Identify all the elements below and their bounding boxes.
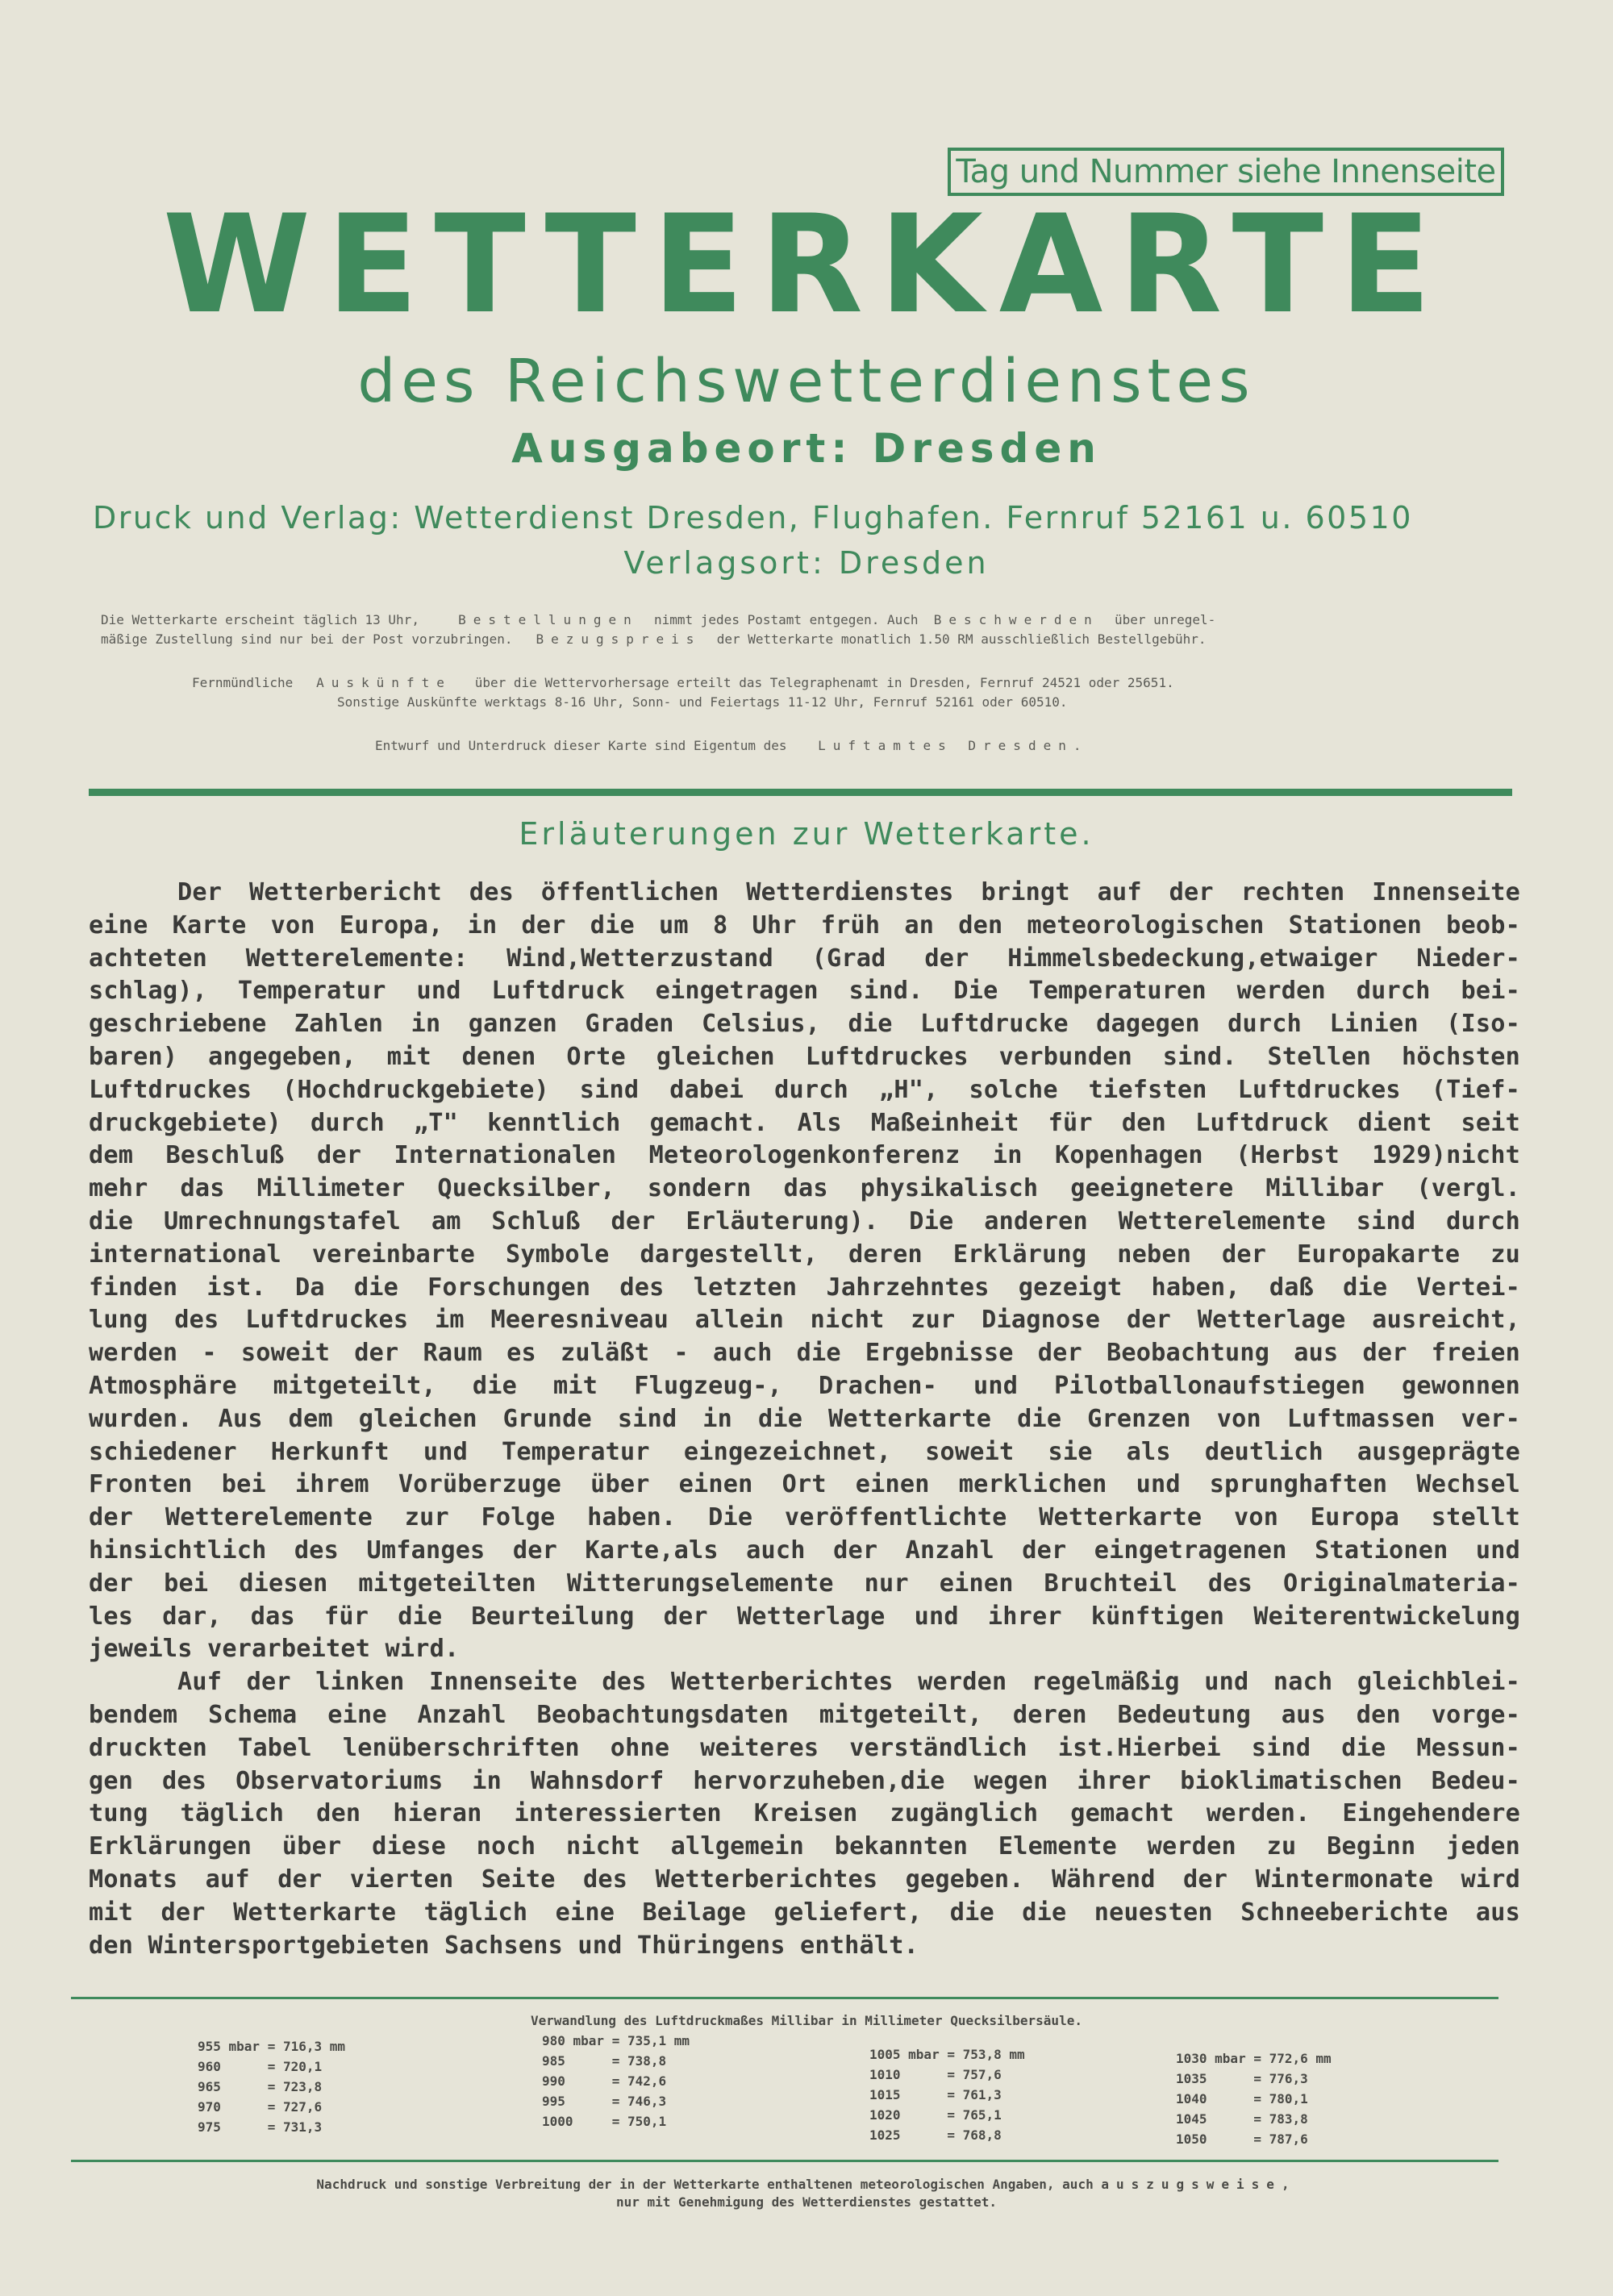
explanation-text <box>89 877 1520 1962</box>
conversion-row: 1025 = 768,8 <box>869 2127 1002 2143</box>
conversion-row: 1010 = 757,6 <box>869 2067 1002 2082</box>
text-line: Der Wetterbericht des öffentlichen Wetterdienstes bringt auf der rechten Innenseite <box>177 878 1520 906</box>
footer-text: Nachdruck und sonstige Verbreitung der in der Wetterkarte enthaltenen meteorologischen Angaben, auch <box>316 2177 1094 2192</box>
text-line: Erklärungen über diese noch nicht allgemein bekannten Elemente werden zu Beginn jeden <box>89 1832 1520 1861</box>
info-line-5 <box>375 737 1088 755</box>
text-line: Atmosphäre mitgeteilt, die mit Flugzeug-, Drachen- und Pilotballonaufstiegen gewonnen <box>89 1371 1520 1400</box>
text-line: wurden. Aus dem gleichen Grunde sind in die Wetterkarte die Grenzen von Luftmassen ver- <box>89 1404 1520 1433</box>
table-bottom-rule <box>71 2160 1498 2162</box>
text-line: mehr das Millimeter Quecksilber, sondern das physikalisch geeignetere Millibar (vergl. <box>89 1174 1520 1203</box>
text-line: jeweils verarbeitet wird. <box>89 1635 460 1664</box>
conversion-row: 1005 mbar = 753,8 mm <box>869 2047 1025 2062</box>
text-line: dem Beschluß der Internationalen Meteorologenkonferenz in Kopenhagen (Herbst 1929)nicht <box>89 1141 1520 1170</box>
table-top-rule <box>71 1997 1498 1999</box>
text-line: schiedener Herkunft und Temperatur eingezeichnet, soweit sie als deutlich ausgeprägte <box>89 1437 1520 1466</box>
text-line: Auf der linken Innenseite des Wetterberichtes werden regelmäßig und nach gleichblei- <box>177 1668 1520 1697</box>
tag-nummer-notice: Tag und Nummer siehe Innenseite <box>948 148 1504 196</box>
text-line: werden - soweit der Raum es zuläßt - auch die Ergebnisse der Beobachtung aus der freien <box>89 1339 1520 1368</box>
info-spaced-text: Luftamtes Dresden. <box>818 738 1089 753</box>
text-line: die Umrechnungstafel am Schluß der Erläuterung). Die anderen Wetterelemente sind durch <box>89 1206 1520 1236</box>
conversion-row: 1035 = 776,3 <box>1176 2071 1308 2086</box>
info-line-3 <box>192 674 1174 692</box>
info-line-2 <box>101 631 1207 648</box>
text-line: gen des Observatoriums in Wahnsdorf hervorzuheben,die wegen ihrer bioklimatischen Bedeu- <box>89 1766 1520 1795</box>
text-line: mit der Wetterkarte täglich eine Beilage geliefert, die die neuesten Schneeberichte aus <box>89 1898 1520 1927</box>
conversion-column-4 <box>1176 2048 1332 2149</box>
conversion-row: 1015 = 761,3 <box>869 2087 1002 2102</box>
page-subtitle: des Reichswetterdienstes <box>357 347 1256 416</box>
conversion-row: 995 = 746,3 <box>542 2094 667 2109</box>
conversion-row: 985 = 738,8 <box>542 2053 667 2069</box>
text-line: international vereinbarte Symbole dargestellt, deren Erklärung neben der Europakarte zu <box>89 1240 1520 1269</box>
info-text: über unregel- <box>1115 612 1216 627</box>
footer-line-2: nur mit Genehmigung des Wetterdienstes gestattet. <box>615 2194 997 2210</box>
text-line: finden ist. Da die Forschungen des letzten Jahrzehntes gezeigt haben, daß die Vertei- <box>89 1273 1520 1302</box>
text-line: der Wetterelemente zur Folge haben. Die veröffentlichte Wetterkarte von Europa stellt <box>89 1503 1520 1532</box>
info-text: Sonstige Auskünfte werktags 8-16 Uhr, Sonn- und Feiertags 11-12 Uhr, Fernruf 52161 oder 60510. <box>337 694 1068 710</box>
paragraph-1 <box>89 877 1520 1666</box>
ausgabeort: Ausgabeort: Dresden <box>511 425 1102 472</box>
info-spaced-text: Auskünfte <box>316 675 452 690</box>
text-line: geschriebene Zahlen in ganzen Graden Celsius, die Luftdrucke dagegen durch Linien (Iso- <box>89 1010 1520 1039</box>
info-spaced-text: Bezugspreis <box>536 631 702 647</box>
info-spaced-text: Beschwerden <box>933 612 1099 627</box>
text-line: achteten Wetterelemente: Wind,Wetterzustand (Grad der Himmelsbedeckung,etwaiger Nieder- <box>89 944 1520 973</box>
info-line-1 <box>101 611 1215 629</box>
footer-spaced-text: auszugsweise, <box>1101 2177 1297 2192</box>
text-line: Monats auf der vierten Seite des Wetterberichtes gegeben. Während der Wintermonate wird <box>89 1865 1520 1894</box>
header-divider <box>89 789 1512 796</box>
info-text: der Wetterkarte monatlich 1.50 RM ausschließlich Bestellgebühr. <box>716 631 1207 647</box>
conversion-column-3 <box>869 2044 1025 2145</box>
info-line-4 <box>337 694 1067 711</box>
conversion-row: 1000 = 750,1 <box>542 2114 667 2129</box>
conversion-column-2 <box>542 2031 690 2131</box>
section-title: Erläuterungen zur Wetterkarte. <box>519 816 1094 852</box>
text-line: druckgebiete) durch „T" kenntlich gemacht. Als Maßeinheit für den Luftdruck dient seit <box>89 1108 1520 1137</box>
page-title: WETTERKARTE <box>162 185 1448 344</box>
conversion-row: 960 = 720,1 <box>198 2059 323 2074</box>
text-line: den Wintersportgebieten Sachsens und Thüringens enthält. <box>89 1931 919 1960</box>
conversion-row: 955 mbar = 716,3 mm <box>198 2039 346 2054</box>
text-line: hinsichtlich des Umfanges der Karte,als auch der Anzahl der eingetragenen Stationen und <box>89 1536 1520 1565</box>
text-line: der bei diesen mitgeteilten Witterungselemente nur einen Bruchteil des Originalmateria- <box>89 1569 1520 1598</box>
info-text: nimmt jedes Postamt entgegen. Auch <box>653 612 919 627</box>
conversion-row: 980 mbar = 735,1 mm <box>542 2033 690 2048</box>
footer-line-1 <box>81 2176 1532 2194</box>
paragraph-2 <box>89 1666 1520 1962</box>
info-text: über die Wettervorhersage erteilt das Telegraphenamt in Dresden, Fernruf 24521 oder 25651. <box>474 675 1174 690</box>
conversion-row: 1050 = 787,6 <box>1176 2131 1308 2147</box>
info-text: Die Wetterkarte erscheint täglich 13 Uhr, <box>101 612 419 627</box>
text-line: bendem Schema eine Anzahl Beobachtungsdaten mitgeteilt, deren Bedeutung aus den vorge- <box>89 1700 1520 1729</box>
text-line: les dar, das für die Beurteilung der Wetterlage und ihrer künftigen Weiterentwickelung <box>89 1602 1520 1631</box>
text-line: eine Karte von Europa, in der die um 8 Uhr früh an den meteorologischen Stationen beob- <box>89 910 1520 940</box>
conversion-row: 1030 mbar = 772,6 mm <box>1176 2051 1332 2066</box>
info-text: mäßige Zustellung sind nur bei der Post vorzubringen. <box>101 631 513 647</box>
info-text: Entwurf und Unterdruck dieser Karte sind Eigentum des <box>375 738 787 753</box>
conversion-row: 965 = 723,8 <box>198 2079 323 2094</box>
footer-notice <box>81 2176 1532 2211</box>
text-line: Luftdruckes (Hochdruckgebiete) sind dabei durch „H", solche tiefsten Luftdruckes (Tief- <box>89 1075 1520 1104</box>
conversion-row: 970 = 727,6 <box>198 2099 323 2115</box>
conversion-row: 1045 = 783,8 <box>1176 2111 1308 2127</box>
text-line: baren) angegeben, mit denen Orte gleichen Luftdruckes verbunden sind. Stellen höchsten <box>89 1042 1520 1071</box>
text-line: schlag), Temperatur und Luftdruck eingetragen sind. Die Temperaturen werden durch bei- <box>89 977 1520 1006</box>
text-line: tung täglich den hieran interessierten Kreisen zugänglich gemacht werden. Eingehendere <box>89 1799 1520 1828</box>
info-text: Fernmündliche <box>192 675 294 690</box>
conversion-table-title: Verwandlung des Luftdruckmaßes Millibar in Millimeter Quecksilbersäule. <box>531 2013 1082 2028</box>
conversion-row: 1040 = 780,1 <box>1176 2091 1308 2106</box>
info-spaced-text: Bestellungen <box>458 612 639 627</box>
conversion-row: 990 = 742,6 <box>542 2073 667 2089</box>
text-line: Fronten bei ihrem Vorüberzuge über einen Ort einen merklichen und sprunghaften Wechsel <box>89 1470 1520 1499</box>
druck-verlag-line: Druck und Verlag: Wetterdienst Dresden, Flughafen. Fernruf 52161 u. 60510 <box>93 500 1413 535</box>
conversion-row: 1020 = 765,1 <box>869 2107 1002 2123</box>
text-line: lung des Luftdruckes im Meeresniveau allein nicht zur Diagnose der Wetterlage ausreicht, <box>89 1306 1520 1335</box>
verlagsort: Verlagsort: Dresden <box>623 545 990 581</box>
text-line: druckten Tabel lenüberschriften ohne weiteres verständlich ist.Hierbei sind die Messun- <box>89 1733 1520 1762</box>
conversion-row: 975 = 731,3 <box>198 2119 323 2135</box>
conversion-column-1 <box>198 2036 345 2137</box>
